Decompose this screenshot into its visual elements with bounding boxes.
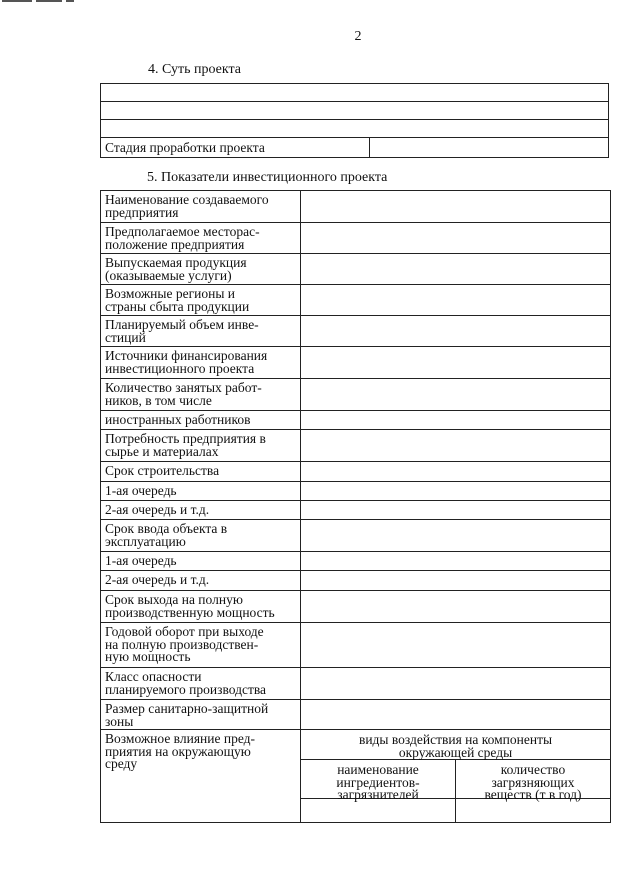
indicator-label: 1-ая очередь [101, 552, 301, 570]
stage-row [101, 138, 608, 157]
impact-subheader-row [301, 760, 610, 802]
pollutant-quantity-header: количество загрязняющих веществ (т в год) [484, 762, 582, 802]
indicator-label: Предполагаемое месторас- положение предприятия [101, 223, 301, 253]
indicator-row [101, 191, 610, 223]
indicator-value-cell[interactable] [301, 191, 610, 222]
corner-mark [2, 0, 74, 3]
impact-types-header: виды воздействия на компоненты окружающей среды [301, 730, 610, 760]
indicator-row [101, 223, 610, 254]
indicator-row [101, 520, 610, 552]
indicator-row [101, 501, 610, 520]
indicator-row [101, 347, 610, 379]
indicators-table [100, 190, 611, 823]
pollutant-names-cell[interactable] [301, 799, 456, 822]
indicator-label: Срок строительства [101, 462, 301, 481]
pollutant-names-header: наименование ингредиентов- загрязнителей [301, 760, 456, 798]
indicator-label: Срок ввода объекта в эксплуатацию [101, 520, 301, 551]
indicator-row [101, 552, 610, 571]
indicator-value-cell[interactable] [301, 623, 610, 667]
impact-label: Возможное влияние пред- приятия на окружающую среду [101, 730, 301, 822]
stage-label: Стадия проработки проекта [101, 138, 370, 157]
indicator-label: Размер санитарно-защитной зоны [101, 700, 301, 729]
indicator-row [101, 462, 610, 482]
indicator-label: Годовой оборот при выходе на полную производствен- ную мощность [101, 623, 301, 667]
indicator-row [101, 430, 610, 462]
indicator-label: Класс опасности планируемого производства [101, 668, 301, 699]
stage-value-cell[interactable] [370, 138, 608, 157]
indicator-row [101, 482, 610, 501]
indicator-value-cell[interactable] [301, 482, 610, 500]
indicator-row [101, 623, 610, 668]
indicator-label: 2-ая очередь и т.д. [101, 571, 301, 590]
impact-value-row [301, 799, 610, 822]
environmental-impact-row [101, 730, 610, 822]
essence-line-2[interactable] [101, 102, 608, 120]
indicator-value-cell[interactable] [301, 668, 610, 699]
indicator-label: Потребность предприятия в сырье и материалах [101, 430, 301, 461]
indicator-value-cell[interactable] [301, 223, 610, 253]
indicator-value-cell[interactable] [301, 411, 610, 429]
indicator-row [101, 668, 610, 700]
indicator-label: Возможные регионы и страны сбыта продукции [101, 285, 301, 315]
indicator-row [101, 700, 610, 730]
indicator-label: иностранных работников [101, 411, 301, 429]
section-5-heading: 5. Показатели инвестиционного проекта [147, 170, 388, 185]
indicator-row [101, 411, 610, 430]
indicator-value-cell[interactable] [301, 462, 610, 481]
indicator-label: 1-ая очередь [101, 482, 301, 500]
indicator-value-cell[interactable] [301, 571, 610, 590]
indicator-value-cell[interactable] [301, 700, 610, 729]
indicator-value-cell[interactable] [301, 591, 610, 622]
indicator-row [101, 379, 610, 411]
indicator-value-cell[interactable] [301, 254, 610, 284]
indicator-label: Источники финансирования инвестиционного проекта [101, 347, 301, 378]
indicator-value-cell[interactable] [301, 552, 610, 570]
indicator-value-cell[interactable] [301, 501, 610, 519]
indicator-label: Планируемый объем инве- стиций [101, 316, 301, 346]
indicator-value-cell[interactable] [301, 379, 610, 410]
project-essence-table [100, 83, 609, 158]
indicator-row [101, 285, 610, 316]
indicator-label: Срок выхода на полную производственную мощность [101, 591, 301, 622]
pollutant-quantity-cell[interactable] [456, 799, 610, 822]
impact-subtable [301, 730, 610, 822]
indicator-value-cell[interactable] [301, 347, 610, 378]
section-4-heading: 4. Суть проекта [148, 62, 241, 77]
indicator-value-cell[interactable] [301, 316, 610, 346]
indicator-label: Количество занятых работ- ников, в том числе [101, 379, 301, 410]
indicator-value-cell[interactable] [301, 430, 610, 461]
indicator-label: Наименование создаваемого предприятия [101, 191, 301, 222]
indicator-row [101, 254, 610, 285]
indicator-value-cell[interactable] [301, 285, 610, 315]
essence-line-1[interactable] [101, 84, 608, 102]
indicator-row [101, 316, 610, 347]
indicator-label: 2-ая очередь и т.д. [101, 501, 301, 519]
indicator-value-cell[interactable] [301, 520, 610, 551]
indicator-row [101, 571, 610, 591]
indicator-row [101, 591, 610, 623]
page-number: 2 [354, 29, 362, 44]
essence-line-3[interactable] [101, 120, 608, 138]
indicator-label: Выпускаемая продукция (оказываемые услуги) [101, 254, 301, 284]
